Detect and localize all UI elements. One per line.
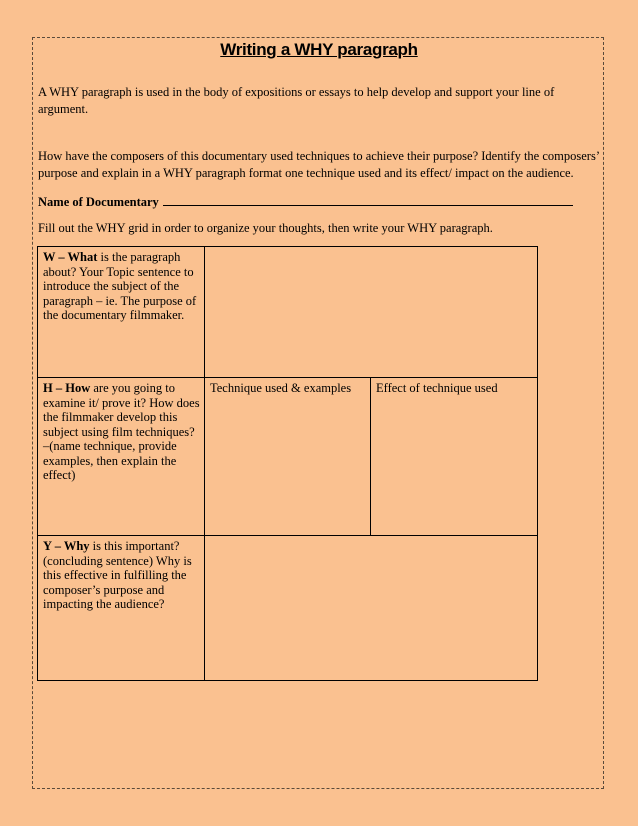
technique-cell[interactable] [205, 378, 371, 536]
documentary-name-line [38, 193, 604, 211]
how-prompt-cell [38, 378, 205, 536]
technique-header: Technique used & examples [210, 381, 352, 395]
why-prompt-cell [38, 536, 205, 681]
what-answer-cell[interactable] [205, 247, 538, 378]
instruction-paragraph: Fill out the WHY grid in order to organize your thoughts, then write your WHY paragraph. [38, 221, 493, 235]
why-description: is this important? (concluding sentence) Why is this effective in fulfilling the composer’s purpose and impacting the audience? [43, 539, 192, 611]
effect-cell[interactable] [371, 378, 538, 536]
why-lead: Y – Why [43, 539, 90, 553]
what-prompt-cell [38, 247, 205, 378]
why-grid [37, 246, 538, 681]
effect-header: Effect of technique used [376, 381, 498, 395]
how-lead: H – How [43, 381, 91, 395]
what-lead: W – What [43, 250, 98, 264]
grid-row-what [38, 247, 538, 378]
documentary-name-blank[interactable] [163, 193, 573, 206]
question-paragraph: How have the composers of this documentary used techniques to achieve their purpose? Identify the composers’ purpose and explain in a WHY paragraph format one technique used and its effect/ impact on the audience. [38, 149, 600, 180]
intro-paragraph: A WHY paragraph is used in the body of expositions or essays to help develop and support your line of argument. [38, 85, 555, 116]
grid-row-how [38, 378, 538, 536]
documentary-name-label: Name of Documentary [38, 195, 159, 209]
what-description: is the paragraph about? Your Topic sentence to introduce the subject of the paragraph – ie. The purpose of the documentary filmmaker. [43, 250, 197, 322]
page-title: Writing a WHY paragraph [220, 40, 418, 59]
grid-row-why [38, 536, 538, 681]
how-description: are you going to examine it/ prove it? How does the filmmaker develop this subject using film techniques? –(name technique, provide examples, then explain the effect) [43, 381, 200, 482]
why-answer-cell[interactable] [205, 536, 538, 681]
